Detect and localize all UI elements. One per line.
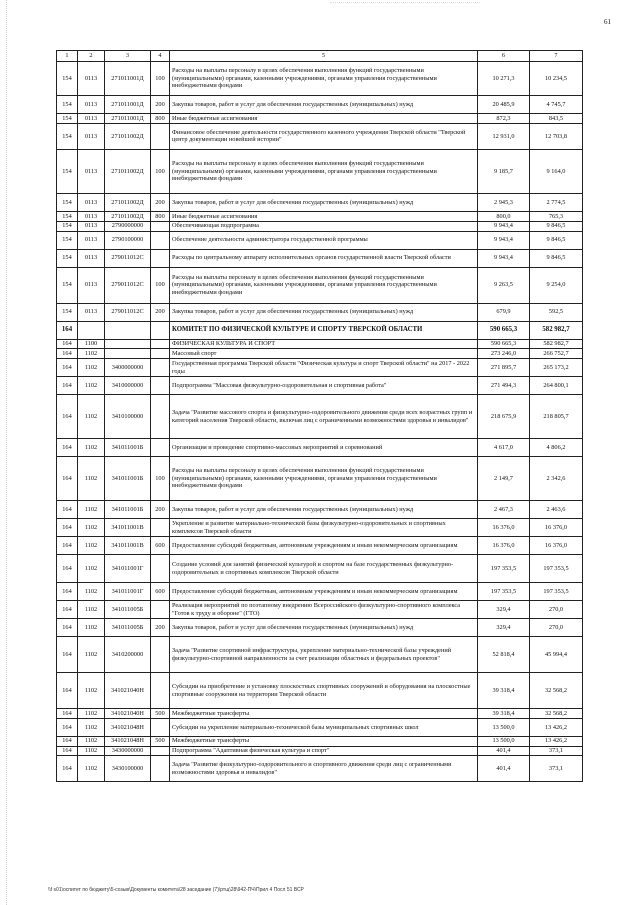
cell-expense-type: 200 bbox=[151, 501, 170, 519]
cell-planned-amount: 590 665,3 bbox=[478, 339, 530, 349]
cell-executed-amount: 373,1 bbox=[530, 756, 583, 782]
table-header-row bbox=[57, 51, 583, 62]
cell-planned-amount: 271 895,7 bbox=[478, 359, 530, 377]
cell-description: Организация и проведение спортивно-массовых мероприятий и соревнований bbox=[170, 439, 478, 457]
cell-section-code: 1102 bbox=[78, 377, 105, 395]
cell-section-code: 1102 bbox=[78, 519, 105, 537]
table-row bbox=[57, 395, 583, 439]
cell-description: Субсидии на укрепление материально-технической базы муниципальных спортивных школ bbox=[170, 718, 478, 736]
cell-planned-amount: 872,3 bbox=[478, 114, 530, 124]
cell-planned-amount: 39 318,4 bbox=[478, 673, 530, 709]
cell-admin-code: 164 bbox=[57, 709, 78, 719]
cell-description: Расходы на выплаты персоналу в целях обеспечения выполнения функций государственными (муниципальными) органами, казенными учреждениями, органами управления государственными внебюджетными фондами bbox=[170, 267, 478, 303]
cell-admin-code: 154 bbox=[57, 62, 78, 96]
cell-admin-code: 164 bbox=[57, 377, 78, 395]
table-row bbox=[57, 746, 583, 756]
cell-section-code: 1102 bbox=[78, 601, 105, 619]
cell-expense-type bbox=[151, 321, 170, 339]
cell-description: Задача "Развитие физкультурно-оздоровительного и спортивного движения среди лиц с ограниченными возможностями здоровья и инвалидов" bbox=[170, 756, 478, 782]
scan-top-marks bbox=[330, 2, 480, 5]
cell-section-code: 0113 bbox=[78, 193, 105, 211]
cell-executed-amount: 4 745,7 bbox=[530, 96, 583, 114]
table-row bbox=[57, 736, 583, 746]
table-row bbox=[57, 359, 583, 377]
header-col-7: 7 bbox=[530, 51, 583, 62]
cell-description: Межбюджетные трансферты bbox=[170, 709, 478, 719]
cell-expense-type bbox=[151, 746, 170, 756]
cell-executed-amount: 9 254,0 bbox=[530, 267, 583, 303]
cell-expense-type: 600 bbox=[151, 537, 170, 555]
cell-section-code: 1102 bbox=[78, 395, 105, 439]
cell-section-code: 1102 bbox=[78, 457, 105, 501]
cell-admin-code: 164 bbox=[57, 673, 78, 709]
cell-section-code: 1102 bbox=[78, 709, 105, 719]
cell-admin-code: 164 bbox=[57, 349, 78, 359]
cell-admin-code: 164 bbox=[57, 601, 78, 619]
cell-planned-amount: 590 665,3 bbox=[478, 321, 530, 339]
cell-admin-code: 164 bbox=[57, 457, 78, 501]
cell-planned-amount: 20 485,9 bbox=[478, 96, 530, 114]
cell-section-code: 1102 bbox=[78, 746, 105, 756]
cell-section-code: 0113 bbox=[78, 62, 105, 96]
cell-executed-amount: 9 164,0 bbox=[530, 149, 583, 193]
cell-expense-type bbox=[151, 756, 170, 782]
cell-executed-amount: 373,1 bbox=[530, 746, 583, 756]
cell-planned-amount: 197 353,5 bbox=[478, 583, 530, 601]
cell-description: Подпрограмма "Адаптивная физическая культура и спорт" bbox=[170, 746, 478, 756]
cell-expense-type: 500 bbox=[151, 736, 170, 746]
cell-target-code: 3400000000 bbox=[105, 359, 151, 377]
cell-executed-amount: 765,3 bbox=[530, 211, 583, 221]
cell-description: Обеспечивающая подпрограмма bbox=[170, 221, 478, 231]
table-row bbox=[57, 457, 583, 501]
cell-section-code: 1102 bbox=[78, 673, 105, 709]
table-row bbox=[57, 673, 583, 709]
cell-target-code: 3430100000 bbox=[105, 756, 151, 782]
cell-section-code: 1102 bbox=[78, 637, 105, 673]
cell-admin-code: 164 bbox=[57, 736, 78, 746]
cell-description: Закупка товаров, работ и услуг для обеспечения государственных (муниципальных) нужд bbox=[170, 96, 478, 114]
table-row bbox=[57, 555, 583, 583]
cell-planned-amount: 13 500,0 bbox=[478, 736, 530, 746]
table-row bbox=[57, 501, 583, 519]
cell-admin-code: 154 bbox=[57, 249, 78, 267]
cell-expense-type: 200 bbox=[151, 96, 170, 114]
cell-expense-type: 200 bbox=[151, 619, 170, 637]
cell-expense-type bbox=[151, 395, 170, 439]
cell-target-code: 2790100000 bbox=[105, 231, 151, 249]
cell-target-code: 279011012С bbox=[105, 267, 151, 303]
cell-planned-amount: 4 617,0 bbox=[478, 439, 530, 457]
table-row bbox=[57, 303, 583, 321]
cell-target-code: 271011002Д bbox=[105, 193, 151, 211]
cell-description: Закупка товаров, работ и услуг для обеспечения государственных (муниципальных) нужд bbox=[170, 619, 478, 637]
cell-expense-type: 100 bbox=[151, 149, 170, 193]
header-col-4: 4 bbox=[151, 51, 170, 62]
table-row bbox=[57, 193, 583, 211]
cell-section-code: 0113 bbox=[78, 221, 105, 231]
cell-executed-amount: 9 846,5 bbox=[530, 231, 583, 249]
cell-expense-type: 100 bbox=[151, 267, 170, 303]
cell-planned-amount: 13 500,0 bbox=[478, 718, 530, 736]
cell-expense-type: 800 bbox=[151, 114, 170, 124]
cell-description: Задача "Развитие массового спорта и физкультурно-оздоровительного движения среди всех возрастных групп и категорий населения Тверской области, включая лиц с ограниченными возможностями здоровья и инвалидов" bbox=[170, 395, 478, 439]
cell-description: Закупка товаров, работ и услуг для обеспечения государственных (муниципальных) нужд bbox=[170, 303, 478, 321]
cell-executed-amount: 4 806,2 bbox=[530, 439, 583, 457]
table-row bbox=[57, 267, 583, 303]
cell-expense-type bbox=[151, 555, 170, 583]
cell-expense-type: 500 bbox=[151, 709, 170, 719]
table-row bbox=[57, 149, 583, 193]
cell-description: Субсидии на приобретение и установку плоскостных спортивных сооружений и оборудования на плоскостные спортивные сооружения на территории Тверской области bbox=[170, 673, 478, 709]
cell-admin-code: 164 bbox=[57, 619, 78, 637]
cell-section-code: 0113 bbox=[78, 267, 105, 303]
cell-expense-type bbox=[151, 439, 170, 457]
cell-description: Задача "Развитие спортивной инфраструктуры, укрепление материально-технической базы учреждений физкультурно-спортивной направленности за счет реализации областных и федеральных проектов" bbox=[170, 637, 478, 673]
cell-planned-amount: 329,4 bbox=[478, 601, 530, 619]
cell-target-code: 341021040Н bbox=[105, 673, 151, 709]
table-row bbox=[57, 349, 583, 359]
cell-target-code bbox=[105, 321, 151, 339]
cell-admin-code: 164 bbox=[57, 519, 78, 537]
cell-description: Закупка товаров, работ и услуг для обеспечения государственных (муниципальных) нужд bbox=[170, 193, 478, 211]
margin-binding-dots bbox=[6, 0, 8, 905]
cell-executed-amount: 270,0 bbox=[530, 619, 583, 637]
cell-executed-amount: 10 234,5 bbox=[530, 62, 583, 96]
cell-description: Реализация мероприятий по поэтапному внедрению Всероссийского физкультурно-спортивного комплекса "Готов к труду и обороне" (ГТО) bbox=[170, 601, 478, 619]
cell-planned-amount: 16 376,0 bbox=[478, 537, 530, 555]
cell-expense-type: 800 bbox=[151, 211, 170, 221]
cell-planned-amount: 2 149,7 bbox=[478, 457, 530, 501]
cell-admin-code: 164 bbox=[57, 395, 78, 439]
budget-table bbox=[56, 50, 583, 782]
cell-admin-code: 154 bbox=[57, 211, 78, 221]
cell-expense-type: 200 bbox=[151, 303, 170, 321]
cell-planned-amount: 329,4 bbox=[478, 619, 530, 637]
footer-file-path: \\f s01\оспитет по бюджету\5-созыв\Документы комитета\28 заседание (7)\ртщ\28\942-ПЧ\Прил 4 Посл 51 ВСР bbox=[48, 887, 304, 893]
table-row bbox=[57, 114, 583, 124]
cell-admin-code: 164 bbox=[57, 501, 78, 519]
table-row bbox=[57, 211, 583, 221]
cell-admin-code: 164 bbox=[57, 439, 78, 457]
cell-section-code: 1102 bbox=[78, 736, 105, 746]
table-row bbox=[57, 339, 583, 349]
cell-executed-amount: 218 805,7 bbox=[530, 395, 583, 439]
cell-planned-amount: 12 931,0 bbox=[478, 123, 530, 149]
cell-description: Расходы на выплаты персоналу в целях обеспечения выполнения функций государственными (муниципальными) органами, казенными учреждениями, органами управления государственными внебюджетными фондами bbox=[170, 457, 478, 501]
table-row bbox=[57, 231, 583, 249]
cell-planned-amount: 273 246,0 bbox=[478, 349, 530, 359]
cell-executed-amount: 12 703,8 bbox=[530, 123, 583, 149]
cell-admin-code: 154 bbox=[57, 267, 78, 303]
cell-description: Финансовое обеспечение деятельности государственного казенного учреждения Тверской области "Тверской центр документации новейшей истории" bbox=[170, 123, 478, 149]
cell-section-code: 1102 bbox=[78, 501, 105, 519]
table-row bbox=[57, 583, 583, 601]
cell-planned-amount: 401,4 bbox=[478, 746, 530, 756]
header-col-6: 6 bbox=[478, 51, 530, 62]
cell-planned-amount: 9 943,4 bbox=[478, 249, 530, 267]
cell-executed-amount: 32 568,2 bbox=[530, 673, 583, 709]
cell-expense-type: 600 bbox=[151, 583, 170, 601]
table-row bbox=[57, 321, 583, 339]
table-row bbox=[57, 601, 583, 619]
cell-planned-amount: 10 271,3 bbox=[478, 62, 530, 96]
cell-target-code: 271011001Д bbox=[105, 114, 151, 124]
cell-executed-amount: 843,5 bbox=[530, 114, 583, 124]
table-row bbox=[57, 123, 583, 149]
cell-target-code: 341011001Б bbox=[105, 439, 151, 457]
cell-target-code: 271011001Д bbox=[105, 62, 151, 96]
cell-executed-amount: 197 353,5 bbox=[530, 583, 583, 601]
cell-planned-amount: 52 818,4 bbox=[478, 637, 530, 673]
cell-admin-code: 154 bbox=[57, 114, 78, 124]
cell-description: Укрепление и развитие материально-технической базы физкультурно-оздоровительных и спортивных комплексов Тверской области bbox=[170, 519, 478, 537]
table-row bbox=[57, 377, 583, 395]
table-row bbox=[57, 62, 583, 96]
cell-executed-amount: 265 173,2 bbox=[530, 359, 583, 377]
cell-expense-type bbox=[151, 601, 170, 619]
cell-target-code: 341011001Г bbox=[105, 555, 151, 583]
header-col-3: 3 bbox=[105, 51, 151, 62]
cell-section-code: 0113 bbox=[78, 123, 105, 149]
cell-executed-amount: 270,0 bbox=[530, 601, 583, 619]
cell-admin-code: 164 bbox=[57, 637, 78, 673]
cell-section-code: 1102 bbox=[78, 537, 105, 555]
cell-target-code: 341011001В bbox=[105, 519, 151, 537]
cell-admin-code: 154 bbox=[57, 231, 78, 249]
cell-planned-amount: 2 945,3 bbox=[478, 193, 530, 211]
cell-planned-amount: 39 318,4 bbox=[478, 709, 530, 719]
cell-expense-type bbox=[151, 221, 170, 231]
cell-target-code: 3410000000 bbox=[105, 377, 151, 395]
cell-section-code: 1102 bbox=[78, 619, 105, 637]
table-row bbox=[57, 637, 583, 673]
cell-expense-type bbox=[151, 339, 170, 349]
cell-target-code: 3410200000 bbox=[105, 637, 151, 673]
cell-description: Иные бюджетные ассигнования bbox=[170, 211, 478, 221]
cell-section-code: 1102 bbox=[78, 349, 105, 359]
cell-expense-type bbox=[151, 231, 170, 249]
table-row bbox=[57, 519, 583, 537]
cell-target-code: 341011005Б bbox=[105, 619, 151, 637]
cell-admin-code: 164 bbox=[57, 359, 78, 377]
cell-executed-amount: 592,5 bbox=[530, 303, 583, 321]
cell-target-code bbox=[105, 339, 151, 349]
cell-description: Межбюджетные трансферты bbox=[170, 736, 478, 746]
cell-description: Подпрограмма "Массовая физкультурно-оздоровительная и спортивная работа" bbox=[170, 377, 478, 395]
cell-section-code: 0113 bbox=[78, 303, 105, 321]
cell-description: ФИЗИЧЕСКАЯ КУЛЬТУРА И СПОРТ bbox=[170, 339, 478, 349]
cell-target-code: 271011002Д bbox=[105, 123, 151, 149]
cell-executed-amount: 9 846,5 bbox=[530, 221, 583, 231]
cell-target-code: 341011001Б bbox=[105, 457, 151, 501]
cell-expense-type bbox=[151, 349, 170, 359]
cell-expense-type: 100 bbox=[151, 457, 170, 501]
cell-description: Иные бюджетные ассигнования bbox=[170, 114, 478, 124]
cell-section-code: 1100 bbox=[78, 339, 105, 349]
cell-planned-amount: 9 943,4 bbox=[478, 221, 530, 231]
table-row bbox=[57, 718, 583, 736]
cell-target-code: 271011002Д bbox=[105, 149, 151, 193]
cell-executed-amount: 266 752,7 bbox=[530, 349, 583, 359]
cell-planned-amount: 271 494,3 bbox=[478, 377, 530, 395]
cell-section-code: 1102 bbox=[78, 756, 105, 782]
cell-target-code bbox=[105, 349, 151, 359]
cell-target-code: 341021048Н bbox=[105, 718, 151, 736]
cell-section-code: 1102 bbox=[78, 718, 105, 736]
cell-target-code: 341021040Н bbox=[105, 709, 151, 719]
cell-admin-code: 154 bbox=[57, 193, 78, 211]
cell-expense-type: 200 bbox=[151, 193, 170, 211]
cell-section-code: 0113 bbox=[78, 211, 105, 221]
table-row bbox=[57, 537, 583, 555]
cell-executed-amount: 582 982,7 bbox=[530, 339, 583, 349]
table-row bbox=[57, 756, 583, 782]
cell-section-code bbox=[78, 321, 105, 339]
cell-description: Государственная программа Тверской области "Физическая культура и спорт Тверской области" на 2017 - 2022 годы bbox=[170, 359, 478, 377]
cell-planned-amount: 197 353,5 bbox=[478, 555, 530, 583]
page-number: 61 bbox=[604, 18, 611, 26]
cell-expense-type bbox=[151, 359, 170, 377]
header-col-2: 2 bbox=[78, 51, 105, 62]
cell-section-code: 0113 bbox=[78, 96, 105, 114]
cell-expense-type: 100 bbox=[151, 62, 170, 96]
cell-section-code: 1102 bbox=[78, 439, 105, 457]
cell-admin-code: 154 bbox=[57, 96, 78, 114]
cell-admin-code: 164 bbox=[57, 537, 78, 555]
cell-description: Расходы по центральному аппарату исполнительных органов государственной власти Тверской области bbox=[170, 249, 478, 267]
cell-expense-type bbox=[151, 637, 170, 673]
cell-target-code: 271011002Д bbox=[105, 211, 151, 221]
table-row bbox=[57, 96, 583, 114]
cell-target-code: 3430000000 bbox=[105, 746, 151, 756]
cell-target-code: 341011001Г bbox=[105, 583, 151, 601]
cell-planned-amount: 2 467,3 bbox=[478, 501, 530, 519]
table-row bbox=[57, 709, 583, 719]
cell-executed-amount: 2 463,6 bbox=[530, 501, 583, 519]
cell-executed-amount: 32 568,2 bbox=[530, 709, 583, 719]
cell-admin-code: 154 bbox=[57, 123, 78, 149]
cell-planned-amount: 9 185,7 bbox=[478, 149, 530, 193]
cell-description: Предоставление субсидий бюджетным, автономным учреждениям и иным некоммерческим организациям bbox=[170, 537, 478, 555]
table-row bbox=[57, 439, 583, 457]
cell-target-code: 279011012С bbox=[105, 303, 151, 321]
cell-expense-type bbox=[151, 249, 170, 267]
cell-target-code: 3410100000 bbox=[105, 395, 151, 439]
cell-executed-amount: 45 994,4 bbox=[530, 637, 583, 673]
cell-executed-amount: 264 800,1 bbox=[530, 377, 583, 395]
cell-description: КОМИТЕТ ПО ФИЗИЧЕСКОЙ КУЛЬТУРЕ И СПОРТУ ТВЕРСКОЙ ОБЛАСТИ bbox=[170, 321, 478, 339]
cell-executed-amount: 13 426,2 bbox=[530, 718, 583, 736]
cell-executed-amount: 582 982,7 bbox=[530, 321, 583, 339]
cell-admin-code: 154 bbox=[57, 221, 78, 231]
cell-executed-amount: 2 342,6 bbox=[530, 457, 583, 501]
cell-description: Предоставление субсидий бюджетным, автономным учреждениям и иным некоммерческим организациям bbox=[170, 583, 478, 601]
cell-admin-code: 154 bbox=[57, 149, 78, 193]
cell-admin-code: 154 bbox=[57, 303, 78, 321]
cell-planned-amount: 401,4 bbox=[478, 756, 530, 782]
cell-target-code: 341011001Б bbox=[105, 501, 151, 519]
cell-expense-type bbox=[151, 718, 170, 736]
cell-description: Массовый спорт bbox=[170, 349, 478, 359]
cell-target-code: 271011001Д bbox=[105, 96, 151, 114]
cell-admin-code: 164 bbox=[57, 339, 78, 349]
cell-admin-code: 164 bbox=[57, 321, 78, 339]
cell-executed-amount: 9 846,5 bbox=[530, 249, 583, 267]
table-body bbox=[57, 51, 583, 782]
cell-description: Обеспечение деятельности администратора государственной программы bbox=[170, 231, 478, 249]
cell-planned-amount: 9 943,4 bbox=[478, 231, 530, 249]
table-row bbox=[57, 249, 583, 267]
cell-expense-type bbox=[151, 519, 170, 537]
cell-executed-amount: 16 376,0 bbox=[530, 519, 583, 537]
cell-section-code: 0113 bbox=[78, 114, 105, 124]
cell-target-code: 341011005Б bbox=[105, 601, 151, 619]
cell-planned-amount: 679,9 bbox=[478, 303, 530, 321]
cell-expense-type bbox=[151, 673, 170, 709]
cell-description: Создание условий для занятий физической культурой и спортом на базе государственных физкультурно-оздоровительных и спортивных комплексов Тверской области bbox=[170, 555, 478, 583]
cell-section-code: 1102 bbox=[78, 583, 105, 601]
cell-planned-amount: 800,0 bbox=[478, 211, 530, 221]
cell-admin-code: 164 bbox=[57, 756, 78, 782]
cell-executed-amount: 197 353,5 bbox=[530, 555, 583, 583]
cell-section-code: 1102 bbox=[78, 359, 105, 377]
cell-admin-code: 164 bbox=[57, 555, 78, 583]
cell-executed-amount: 16 376,0 bbox=[530, 537, 583, 555]
header-col-1: 1 bbox=[57, 51, 78, 62]
cell-expense-type bbox=[151, 377, 170, 395]
header-col-5: 5 bbox=[170, 51, 478, 62]
cell-planned-amount: 9 263,5 bbox=[478, 267, 530, 303]
cell-description: Расходы на выплаты персоналу в целях обеспечения выполнения функций государственными (муниципальными) органами, казенными учреждениями, органами управления государственными внебюджетными фондами bbox=[170, 62, 478, 96]
cell-admin-code: 164 bbox=[57, 583, 78, 601]
cell-description: Расходы на выплаты персоналу в целях обеспечения выполнения функций государственными (муниципальными) органами, казенными учреждениями, органами управления государственными внебюджетными фондами bbox=[170, 149, 478, 193]
cell-section-code: 0113 bbox=[78, 249, 105, 267]
cell-expense-type bbox=[151, 123, 170, 149]
cell-target-code: 279011012С bbox=[105, 249, 151, 267]
cell-description: Закупка товаров, работ и услуг для обеспечения государственных (муниципальных) нужд bbox=[170, 501, 478, 519]
cell-executed-amount: 2 774,5 bbox=[530, 193, 583, 211]
cell-section-code: 0113 bbox=[78, 149, 105, 193]
cell-admin-code: 164 bbox=[57, 746, 78, 756]
cell-section-code: 1102 bbox=[78, 555, 105, 583]
cell-target-code: 341011001В bbox=[105, 537, 151, 555]
cell-admin-code: 164 bbox=[57, 718, 78, 736]
cell-section-code: 0113 bbox=[78, 231, 105, 249]
table-row bbox=[57, 619, 583, 637]
cell-target-code: 2790000000 bbox=[105, 221, 151, 231]
cell-planned-amount: 16 376,0 bbox=[478, 519, 530, 537]
cell-target-code: 341021048Н bbox=[105, 736, 151, 746]
cell-executed-amount: 13 426,2 bbox=[530, 736, 583, 746]
table-row bbox=[57, 221, 583, 231]
cell-planned-amount: 218 675,9 bbox=[478, 395, 530, 439]
